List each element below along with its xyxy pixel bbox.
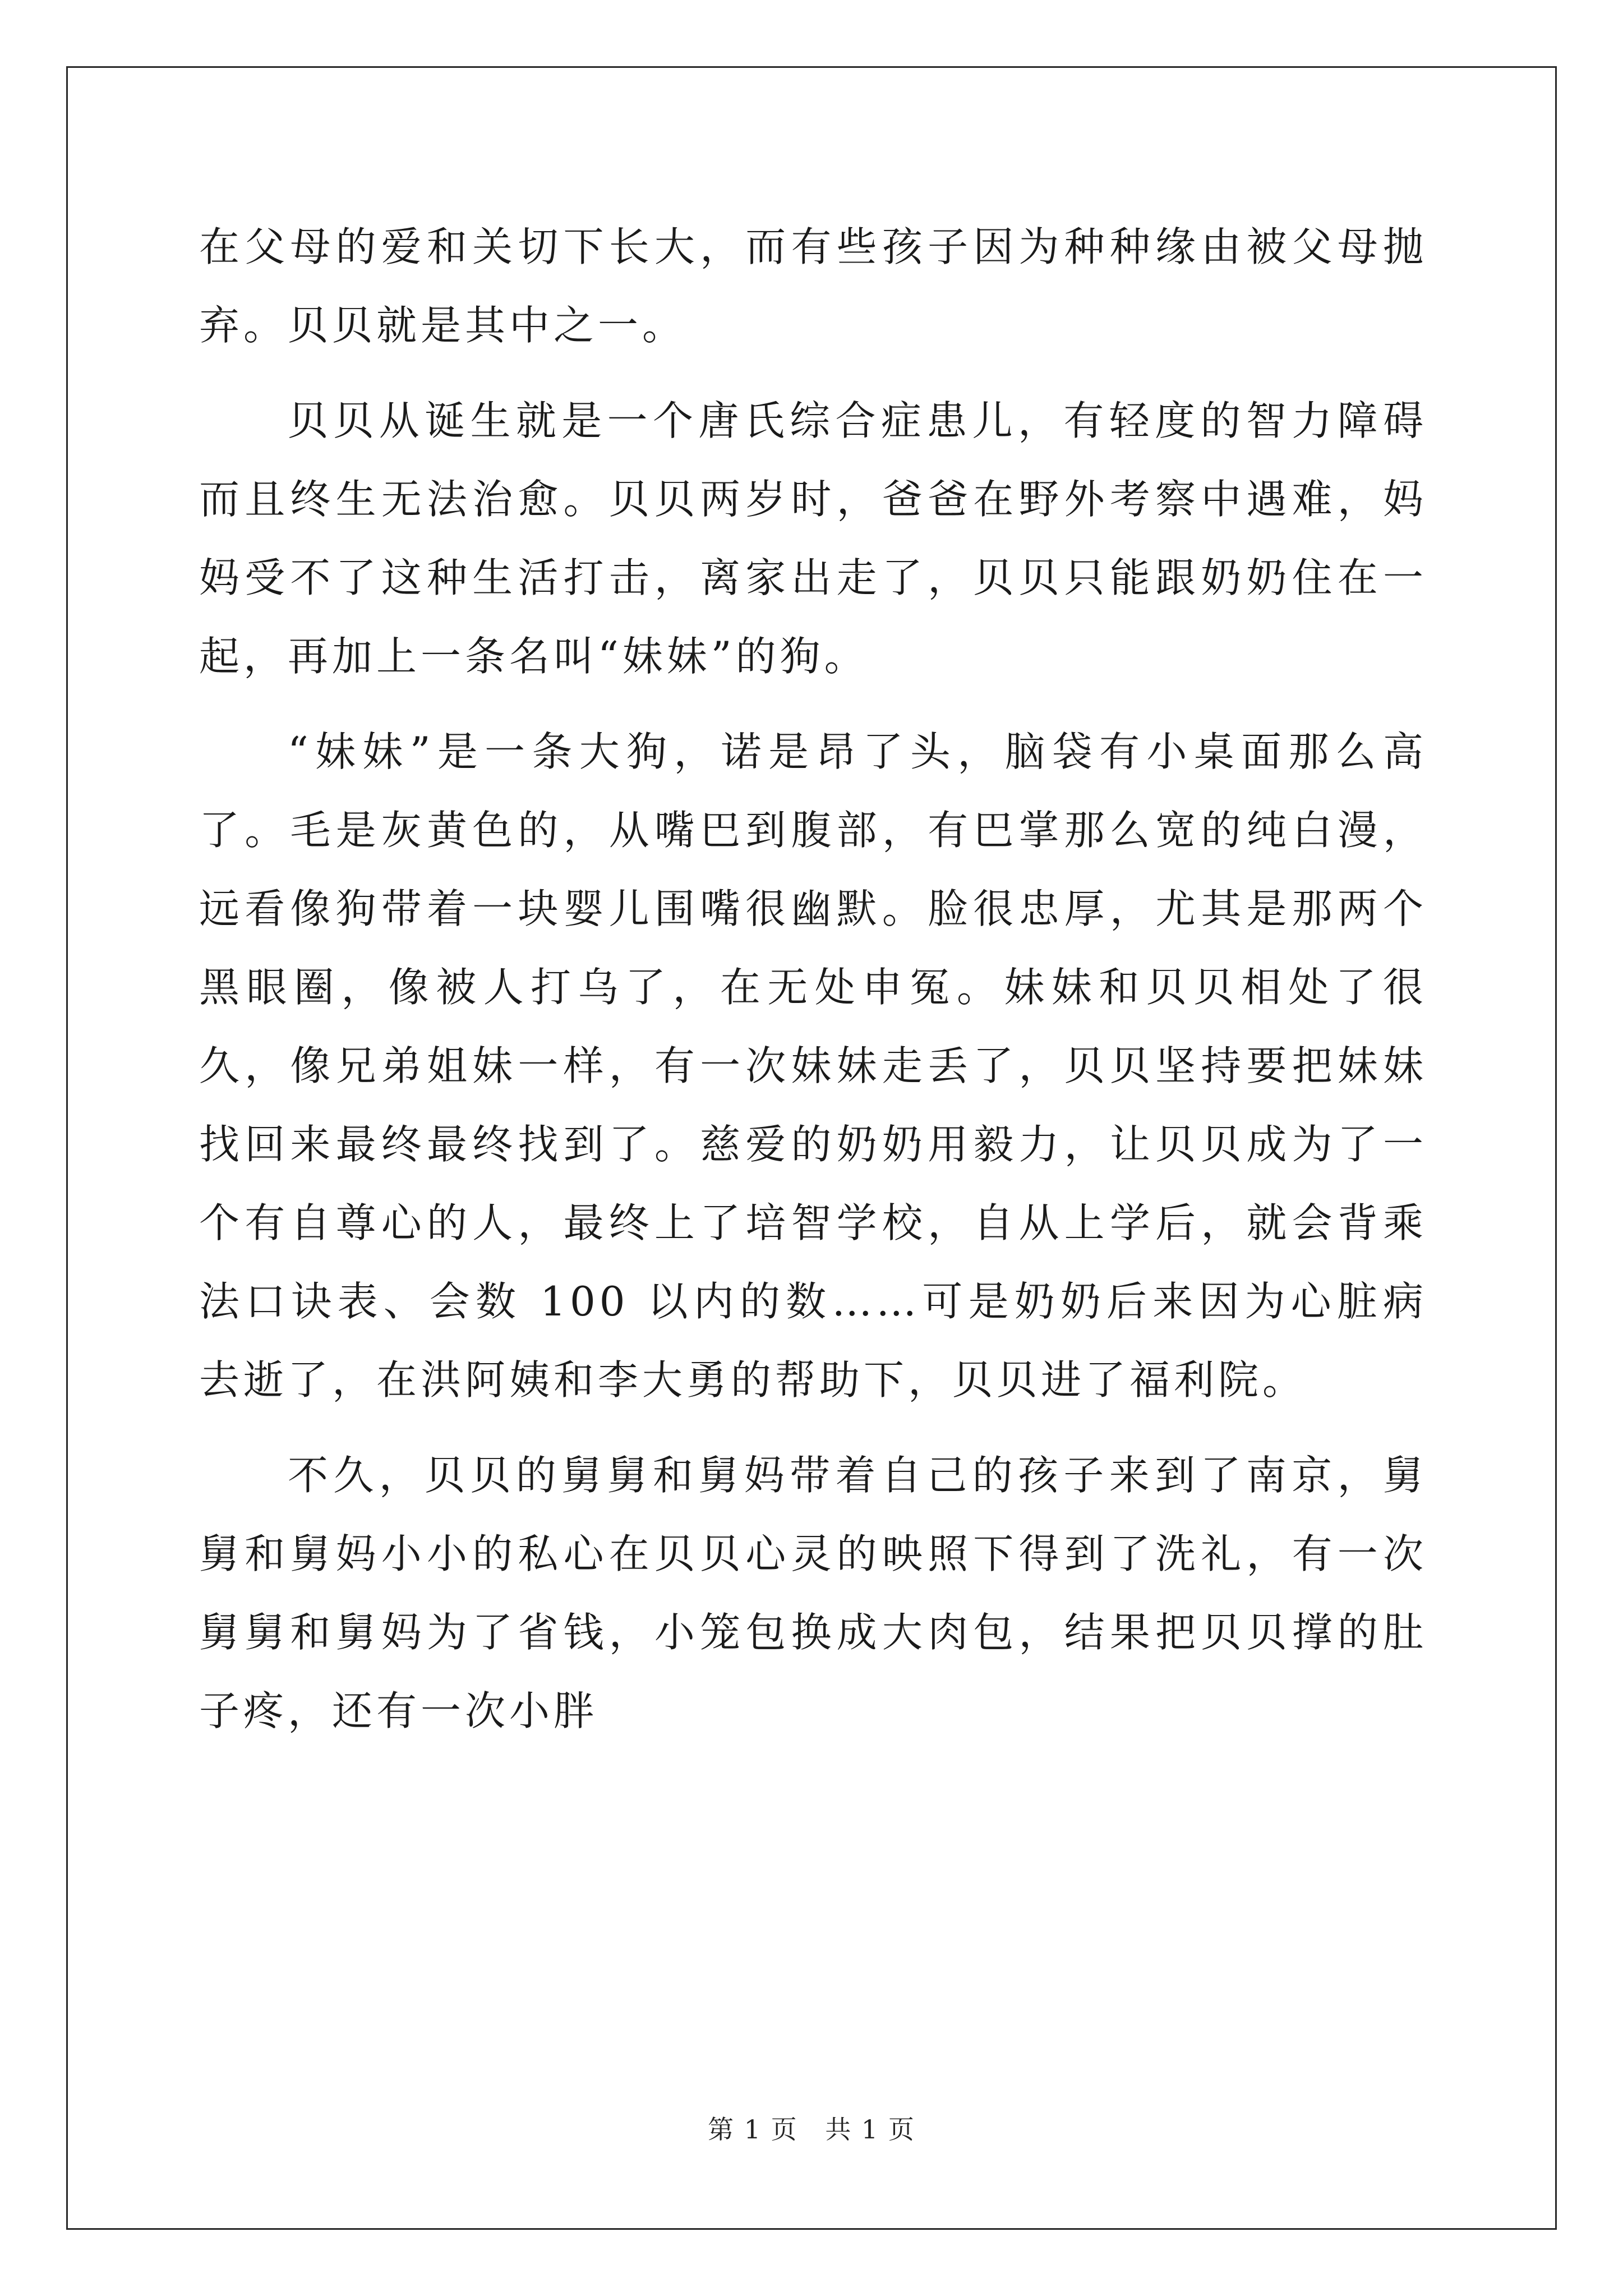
paragraph-2: 贝贝从诞生就是一个唐氏综合症患儿，有轻度的智力障碍而且终生无法治愈。贝贝两岁时，爸爸在野外考察中遇难，妈妈受不了这种生活打击，离家出走了，贝贝只能跟奶奶住在一起，再加上一条名叫“妹妹”的狗。 xyxy=(199,397,1427,680)
paragraph-3: “妹妹”是一条大狗，诺是昂了头，脑袋有小桌面那么高了。毛是灰黄色的，从嘴巴到腹部，有巴掌那么宽的纯白漫，远看像狗带着一块婴儿围嘴很幽默。脸很忠厚，尤其是那两个黑眼圈，像被人打乌了，在无处申冤。妹妹和贝贝相处了很久，像兄弟姐妹一样，有一次妹妹走丢了，贝贝坚持要把妹妹找回来最终最终找到了。慈爱的奶奶用毅力，让贝贝成为了一个有自尊心的人，最终上了培智学校，自从上学后，就会背乘法口诀表、会数 100 以内的数……可是奶奶后来因为心脏病去逝了，在洪阿姨和李大勇的帮助下，贝贝进了福利院。 xyxy=(199,728,1427,1404)
paragraph-4: 不久，贝贝的舅舅和舅妈带着自己的孩子来到了南京，舅舅和舅妈小小的私心在贝贝心灵的映照下得到了洗礼，有一次舅舅和舅妈为了省钱，小笼包换成大肉包，结果把贝贝撑的肚子疼，还有一次小胖 xyxy=(199,1452,1427,1734)
document-body xyxy=(199,208,1427,1750)
paragraph-1: 在父母的爱和关切下长大，而有些孩子因为种种缘由被父母抛弃。贝贝就是其中之一。 xyxy=(199,223,1427,349)
page-total: 共 1 页 xyxy=(825,2114,915,2145)
page-footer xyxy=(0,2109,1623,2146)
page-number: 第 1 页 xyxy=(708,2114,798,2145)
